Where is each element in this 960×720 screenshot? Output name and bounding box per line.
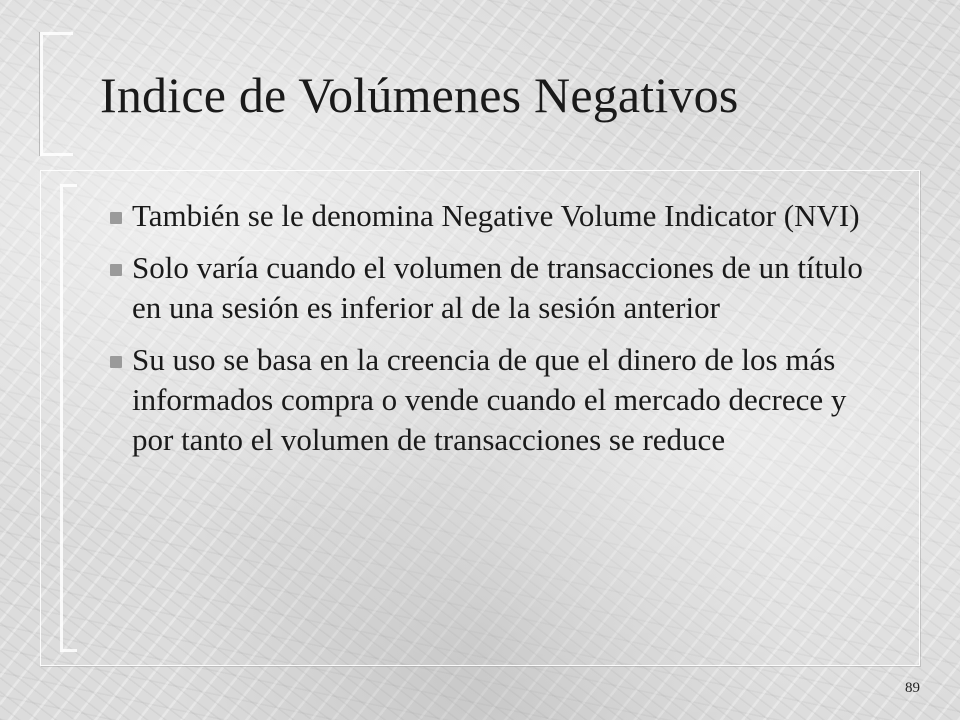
bullet-item bbox=[104, 196, 894, 236]
bullet-text: También se le denomina Negative Volume Indicator (NVI) bbox=[132, 198, 860, 233]
content-frame-bracket bbox=[60, 184, 77, 652]
bullet-text: Solo varía cuando el volumen de transacciones de un título en una sesión es inferior al de la sesión anterior bbox=[132, 250, 863, 325]
square-bullet-icon bbox=[110, 212, 122, 224]
bullet-text: Su uso se basa en la creencia de que el dinero de los más informados compra o vende cuando el mercado decrece y por tanto el volumen de transacciones se reduce bbox=[132, 342, 847, 457]
slide-title: Indice de Volúmenes Negativos bbox=[100, 67, 739, 123]
square-bullet-icon bbox=[110, 356, 122, 368]
bullet-item bbox=[104, 248, 894, 328]
title-frame-bracket bbox=[40, 32, 73, 156]
square-bullet-icon bbox=[110, 264, 122, 276]
bullet-list bbox=[104, 196, 894, 472]
bullet-item bbox=[104, 340, 894, 460]
page-number: 89 bbox=[905, 680, 920, 696]
